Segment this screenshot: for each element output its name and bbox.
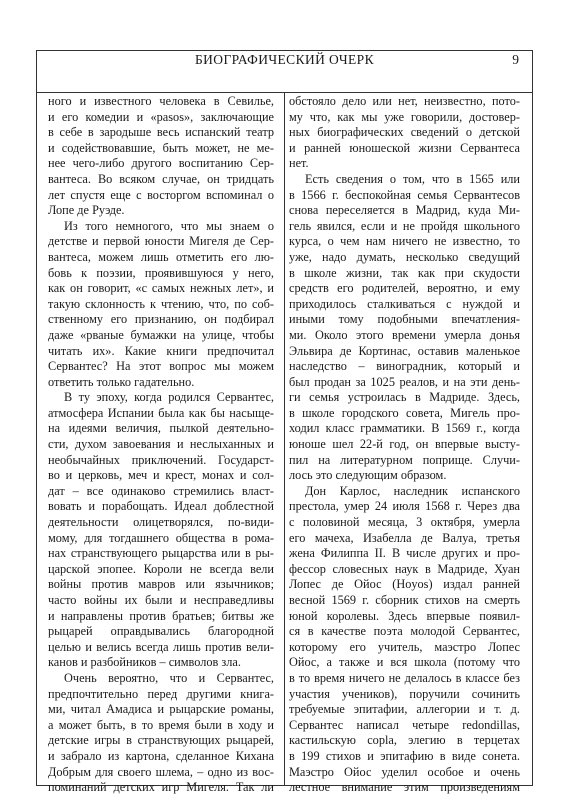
text-line: вантеса, можем лишь отметить его лю- [48,249,274,264]
text-line: на идеями величия, пылкой деятельно- [48,421,274,436]
text-line: ного и известного человека в Севилье, [48,94,274,108]
text-line: Маэстро Ойос уделил особое и очень [289,764,520,779]
running-header [36,50,533,92]
text-line: в то время ничего не делалось в классе без [289,670,520,685]
text-line: приходилось сталкиваться с нуждой и [289,296,520,311]
text-line: дат – все одинаково стремились власт- [48,483,274,498]
text-line: такую склонность к чтению, что, по соб- [48,296,274,311]
text-line: иными тому подобными впечатления- [289,312,520,327]
text-line: юноше шел 22-й год, он впервые высту- [289,437,520,452]
text-line: уже, надо думать, несколько сведущий [289,249,520,264]
text-line: войны против мавров или язычников; [48,577,274,592]
text-line: атмосфера Испании была как бы насыще- [48,405,274,420]
column-divider [284,92,285,786]
text-line: нет. [289,156,309,171]
text-line: и ранней юношеской жизни Сервантеса [289,140,520,155]
text-line: ги семья устроилась в Мадриде. Здесь, [289,390,520,405]
text-line: мому, для тогдашнего общества в рома- [48,530,274,545]
text-line: курса, о чем нам ничего не известно, то [289,234,520,249]
text-line: детские игры в странствующих рыцарей, [48,733,274,748]
text-line: ми, читал Амадиса и рыцарские романы, [48,702,274,717]
text-line: юной королевы. Здесь впервые появил- [289,608,520,623]
text-line: Лопес де Ойос (Hoyos) издал ранней [289,577,520,592]
text-line: Сервантес написал четыре redondillas, [289,717,520,732]
text-line: жена Филиппа II. В числе других и про- [289,546,520,561]
text-line: Из того немногого, что мы знаем о [64,218,274,233]
text-line: предпочтительно перед другими книга- [48,686,274,701]
text-line: кастильскую copla, элегию в терцетах [289,733,520,748]
text-line: часто войны их были и несправедливы [48,593,274,607]
text-line: престола, умер 24 июля 1568 г. Через два [289,499,520,514]
text-line: Очень вероятно, что и Сервантес, [64,670,274,685]
text-line: во и церковь, меч и крест, монах и сол- [48,468,274,483]
text-line: гель явился, если и не пройдя школьного [289,218,520,233]
text-line: Есть сведения о том, что в 1565 или [305,171,520,186]
text-line: ся в качестве поэта молодой Сервантес, [289,624,520,639]
text-line: ми. Около этого времени умерла донья [289,327,520,342]
text-line: и его комедии и «pasos», заключающие [48,109,274,124]
text-line: Ойос, а также и вся школа (потому что [289,655,520,670]
text-line: вовать и порабощать. Идеал доблестной [48,499,274,514]
text-line: наследство – виноградник, который и [289,359,520,374]
text-line: ходил класс грамматики. В 1569 г., когда [289,421,520,436]
text-line: нах странствующего рыцарства или в ры- [48,546,274,561]
text-line: канов и разбойников – символов зла. [48,655,241,670]
running-header-title: БИОГРАФИЧЕСКИЙ ОЧЕРК [195,52,374,67]
page-number: 9 [512,52,519,67]
right-column [289,94,520,796]
left-column [48,94,274,796]
text-line: бовь к поэзии, проявившуюся у него, [48,265,274,280]
text-line: а может быть, в то время были в ходу и [48,717,274,732]
text-line: рыцарей оправдывались благородной [48,624,274,639]
text-line: в себе в зародыше весь испанский театр [48,125,274,140]
text-line: как он говорит, «с самых нежных лет», и [48,281,274,296]
text-line: средств его родителей, вероятно, и ему [289,281,520,296]
text-line: нее чего-либо другого воспитанию Сер- [48,156,274,171]
text-line: лет спустя еще с восторгом вспоминал о [48,187,274,202]
text-line: читать их». Какие книги предпочитал [48,343,274,358]
text-line: Эльвира де Кортинас, оставив маленькое [289,343,520,358]
text-line: весной 1569 г. сборник стихов на смерть [289,593,520,607]
text-line: Добрым для своего шлема, – одно из вос- [48,764,274,779]
text-line: участия учеников), поручили сочинить [289,686,520,701]
text-line: ственному его признанию, он подбирал [48,312,274,327]
text-line: лось это следующим образом. [289,468,447,483]
text-line: его мачеха, Изабелла де Валуа, третья [289,530,520,545]
text-line: целью и велись всегда лишь против вели- [48,639,274,654]
text-line: лестное внимание этим произведениям [289,780,520,795]
text-line: и содействовавшие, быть может, не ме- [48,140,274,155]
text-line: царской эпопее. Короли не всегда вели [48,561,274,576]
text-line: детстве и первой юности Мигеля де Сер- [48,234,274,249]
text-line: деятельности олицетворялся, по-види- [48,515,274,530]
text-line: с половиной месяца, 3 октября, умерла [289,515,520,530]
text-line: был продан за 1025 реалов, и на эти день- [289,374,520,389]
text-line: Лопе де Руэде. [48,203,125,218]
text-line: и забрало из картона, сделанное Кихана [48,748,274,763]
text-line: сти, духом завоевания и неслыханных и [48,437,274,452]
text-line: поминаний детских игр Мигеля. Так ли [48,780,274,795]
text-line: Сервантес? На этот вопрос мы можем [48,359,274,374]
text-line: и направлены против братьев; битвы же [48,608,274,623]
text-line: необычайных приключений. Государст- [48,452,274,467]
text-line: в школе жизни, так как при скудости [289,265,520,280]
text-line: снова переселяется в Мадрид, куда Ми- [289,203,520,218]
text-line: Дон Карлос, наследник испанского [305,483,520,498]
text-line: требуемые эпитафии, аллегории и т. д. [289,702,520,717]
text-line: даже «рваные бумажки на улице, чтобы [48,327,274,342]
text-line: вантеса. Во всяком случае, он тридцать [48,171,274,186]
text-line: ответить только гадательно. [48,374,195,389]
text-line: в 199 стихов и эпитафию в виде сонета. [289,748,520,763]
text-line: фессор словесных наук в Мадриде, Хуан [289,561,520,576]
text-line: ных биографических сведений о детской [289,125,520,140]
text-line: в школе городского совета, Мигель про- [289,405,520,420]
text-line: В ту эпоху, когда родился Сервантес, [64,390,274,405]
text-line: в 1566 г. беспокойная семья Сервантесов [289,187,520,202]
text-line: пил на литературном поприще. Случи- [289,452,520,467]
text-line: которому его учитель, маэстро Лопес [289,639,520,654]
text-line: обстояло дело или нет, неизвестно, пото- [289,94,520,108]
text-line: му что, как мы уже говорили, достовер- [289,109,520,124]
